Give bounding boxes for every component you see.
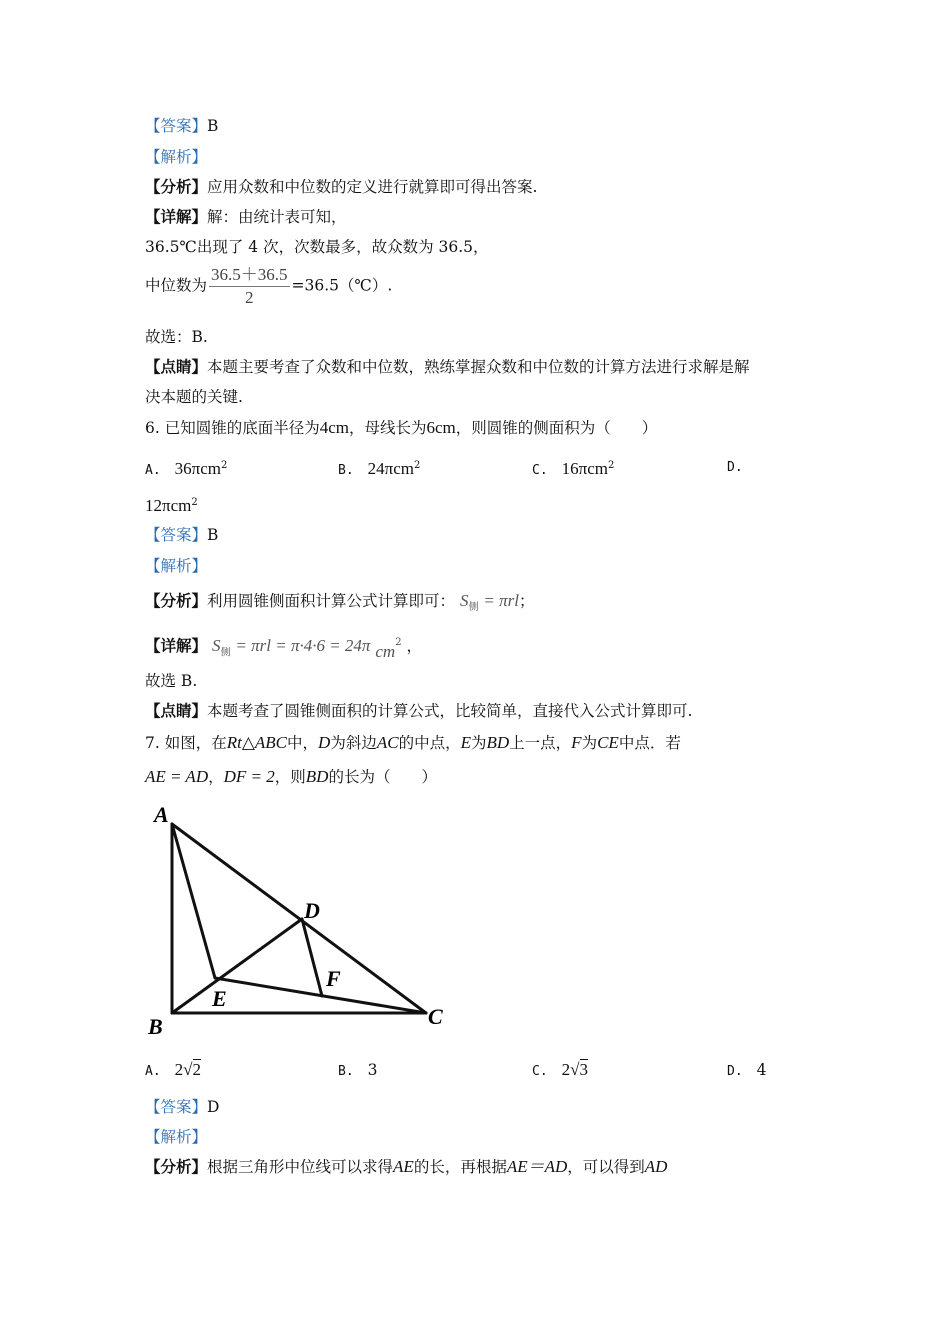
q5-answer-line <box>145 115 218 137</box>
q6-option-b[interactable] <box>338 455 420 482</box>
detail-tag: 【详解】 <box>145 636 208 656</box>
q7-bd: BD <box>486 733 510 752</box>
option-letter: D. <box>727 1064 743 1079</box>
detail-unit: cm <box>375 642 396 662</box>
option-exponent: 2 <box>221 460 228 471</box>
figure-lines <box>172 824 426 1013</box>
q7-answer: D <box>207 1098 220 1116</box>
label-c: C <box>428 1004 443 1029</box>
sqrt-symbol: √ <box>570 1060 580 1079</box>
q7-stem-e: 为 <box>470 734 487 752</box>
q7-answer-line <box>145 1096 219 1118</box>
q6-stem-a: 6. 已知圆锥的底面半径为 <box>145 419 320 437</box>
q7-ae: AE <box>393 1157 414 1176</box>
q6-comment-line <box>145 700 692 722</box>
q7-stem-g: 为 <box>581 734 598 752</box>
option-letter: C. <box>532 463 548 479</box>
q7-cond1: AE = AD <box>145 767 209 786</box>
q7-eq: AE＝AD <box>506 1157 568 1176</box>
option-coef: 2 <box>561 1060 571 1079</box>
q7-stem-f: 上一点， <box>509 734 572 752</box>
comment-tag: 【点睛】 <box>145 701 208 720</box>
answer-tag: 【答案】 <box>145 117 208 135</box>
q7-ad: AD <box>644 1157 668 1176</box>
q7-stem-line2 <box>145 766 437 788</box>
q5-answer: B <box>207 117 219 135</box>
fraction-denominator: 2 <box>245 288 254 307</box>
label-e: E <box>212 986 227 1011</box>
option-letter: C. <box>532 1064 548 1079</box>
q6-option-d-letter-holder[interactable] <box>727 455 757 479</box>
formula-s: S <box>211 636 221 656</box>
option-value: 4 <box>756 1061 767 1079</box>
q7-option-c[interactable] <box>532 1059 588 1083</box>
q6-stem-b: ，母线长为 <box>349 419 427 437</box>
option-exponent: 2 <box>414 460 421 471</box>
q7-option-b[interactable] <box>338 1059 378 1083</box>
option-value: 3 <box>367 1061 378 1079</box>
q5-detail: 解：由统计表可知， <box>207 208 347 226</box>
q7-comma: ， <box>208 768 224 786</box>
q6-detail-line <box>145 632 422 664</box>
q5-median-suffix: =36.5（℃）. <box>291 276 393 295</box>
q5-fenxi: 应用众数和中位数的定义进行就算即可得出答案. <box>207 178 538 196</box>
q5-detail-line <box>145 206 347 228</box>
q7-stem-j: 的长为（ ） <box>328 768 437 786</box>
q7-stem-i: ，则 <box>274 768 306 786</box>
q6-fenxi: 利用圆锥侧面积计算公式计算即可： <box>207 592 456 610</box>
q6-analysis-line <box>145 555 207 577</box>
option-value: 24πcm <box>367 459 415 479</box>
option-letter: D. <box>727 460 743 475</box>
analysis-tag: 【解析】 <box>145 1128 208 1146</box>
q5-choice: 故选：B. <box>145 328 208 346</box>
option-letter: A. <box>145 463 161 479</box>
q7-stem-c: 为斜边 <box>330 734 377 752</box>
q7-stem-d: 的中点， <box>398 734 461 752</box>
analysis-tag: 【解析】 <box>145 148 208 166</box>
q7-analysis-line <box>145 1126 207 1148</box>
analysis-tag: 【解析】 <box>145 557 208 575</box>
label-a: A <box>154 802 169 827</box>
q6-fenxi-line <box>145 590 535 619</box>
option-exponent: 2 <box>608 460 615 471</box>
q7-option-a[interactable] <box>145 1059 201 1083</box>
q7-stem-line1 <box>145 732 681 754</box>
q6-choice: 故选 B. <box>145 672 198 690</box>
q7-triangle: Rt△ABC <box>226 733 288 752</box>
q5-median-line <box>145 264 392 309</box>
fenxi-tag: 【分析】 <box>145 591 208 610</box>
option-value: 16πcm <box>561 459 609 479</box>
q6-detail-end: ， <box>406 637 423 656</box>
q7-bd2: BD <box>305 767 329 786</box>
option-radicand: 2 <box>192 1060 201 1079</box>
q6-comment: 本题考查了圆锥侧面积的计算公式，比较简单，直接代入公式计算即可. <box>207 702 693 720</box>
q7-fenxi-a: 根据三角形中位线可以求得 <box>207 1158 394 1176</box>
option-value: 12πcm <box>145 496 192 516</box>
formula-rhs: = πrl <box>483 591 519 610</box>
segment-ae <box>172 824 215 978</box>
q6-answer: B <box>207 526 219 544</box>
q7-fenxi-line <box>145 1156 667 1178</box>
detail-rhs: = πrl = π·4·6 = 24π <box>235 636 371 656</box>
median-fraction <box>209 264 290 309</box>
q7-fenxi-b: 的长，再根据 <box>413 1158 507 1176</box>
answer-tag: 【答案】 <box>145 526 208 544</box>
fenxi-tag: 【分析】 <box>145 177 208 196</box>
q7-point-f: F <box>571 733 582 752</box>
q7-cond2: DF = 2 <box>223 767 275 786</box>
q6-slant: 6cm <box>426 418 456 437</box>
q5-comment1: 本题主要考查了众数和中位数，熟练掌握众数和中位数的计算方法进行求解是解 <box>207 358 750 376</box>
formula-s: S <box>459 591 469 610</box>
segment-bd <box>172 919 302 1013</box>
q7-triangle-figure <box>140 800 460 1040</box>
segment-df <box>302 919 322 996</box>
q6-option-d[interactable] <box>145 492 198 517</box>
q5-comment-line1 <box>145 356 750 378</box>
q6-stem <box>145 417 657 439</box>
fenxi-tag: 【分析】 <box>145 1157 208 1176</box>
label-d: D <box>304 898 320 923</box>
q5-comment2: 决本题的关键. <box>145 388 243 406</box>
q7-stem-a: 7. 如图，在 <box>145 734 227 752</box>
q7-stem-h: 中点．若 <box>618 734 681 752</box>
q6-answer-line <box>145 524 218 546</box>
q6-option-c[interactable] <box>532 455 614 482</box>
q6-stem-c: ，则圆锥的侧面积为（ ） <box>455 419 658 437</box>
q7-point-d: D <box>318 733 331 752</box>
q7-stem-b: 中， <box>287 734 319 752</box>
q5-median-prefix: 中位数为 <box>145 276 208 295</box>
q5-analysis-line <box>145 146 207 168</box>
comment-tag: 【点睛】 <box>145 357 208 376</box>
fraction-numerator: 36.5＋36.5 <box>209 264 290 287</box>
q7-fenxi-c: ，可以得到 <box>567 1158 645 1176</box>
q6-option-a[interactable] <box>145 455 227 482</box>
formula-sub: 侧 <box>220 647 231 659</box>
label-f: F <box>326 966 341 991</box>
q6-radius: 4cm <box>319 418 349 437</box>
sqrt-symbol: √ <box>183 1060 193 1079</box>
option-radicand: 3 <box>579 1060 588 1079</box>
option-letter: B. <box>338 463 354 479</box>
detail-exponent: 2 <box>395 637 402 648</box>
option-letter: A. <box>145 1064 161 1079</box>
q7-ac: AC <box>376 733 399 752</box>
option-letter: B. <box>338 1064 354 1079</box>
label-b: B <box>148 1014 163 1039</box>
q5-fenxi-line <box>145 176 537 198</box>
formula-sub: 侧 <box>468 602 479 614</box>
q7-option-d[interactable] <box>727 1059 767 1083</box>
q7-ce: CE <box>597 733 619 752</box>
answer-tag: 【答案】 <box>145 1098 208 1116</box>
q5-line1: 36.5℃出现了 4 次，次数最多，故众数为 36.5， <box>145 238 489 256</box>
option-coef: 2 <box>174 1060 184 1079</box>
q6-fenxi-end: ； <box>518 592 535 610</box>
q7-point-e: E <box>460 733 471 752</box>
option-exponent: 2 <box>191 497 198 508</box>
detail-tag: 【详解】 <box>145 207 208 226</box>
option-value: 36πcm <box>174 459 222 479</box>
